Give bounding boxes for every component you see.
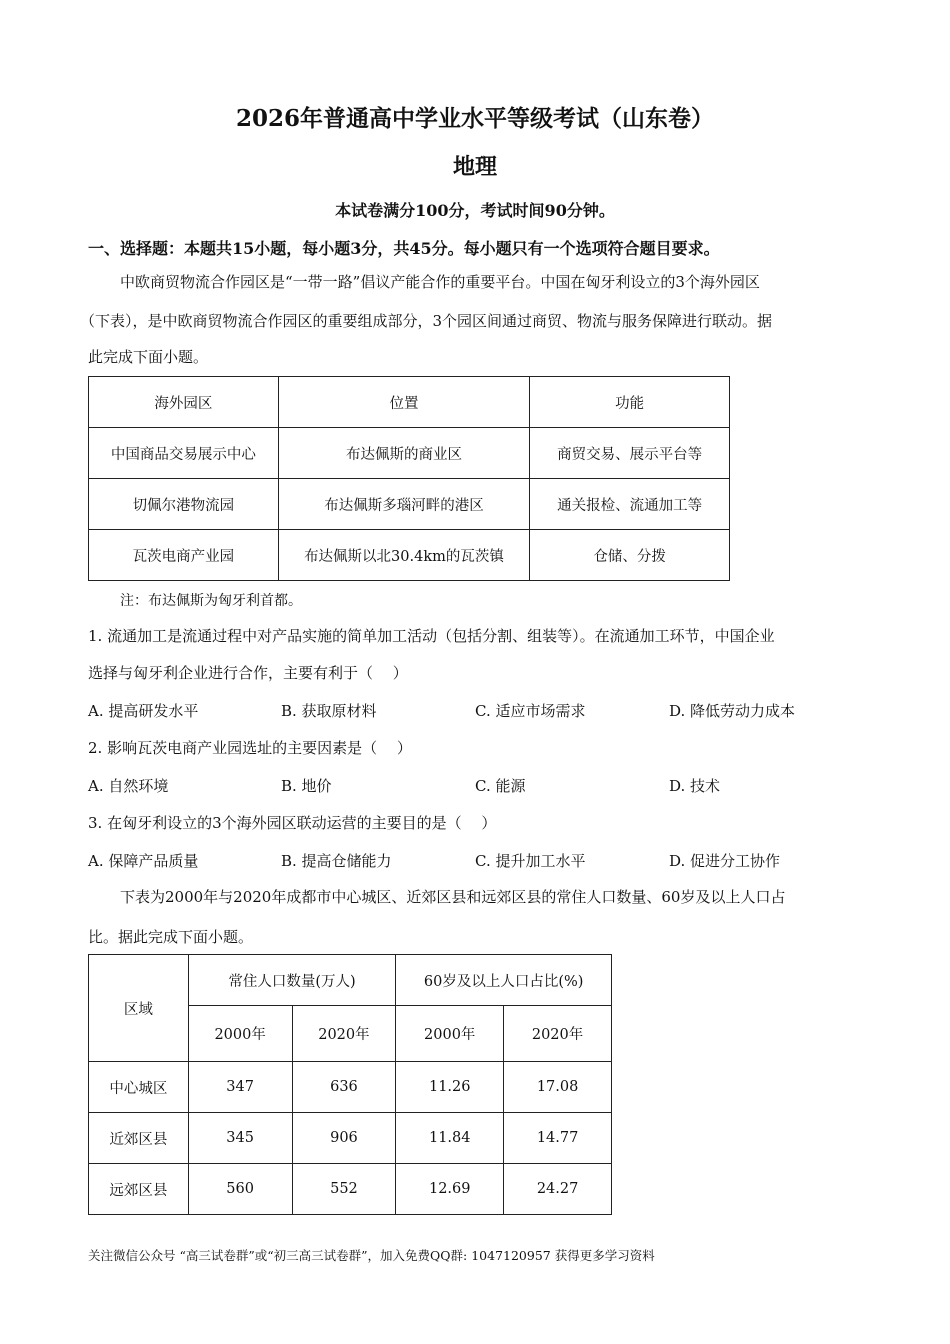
q2-option-d: D. 技术	[669, 777, 721, 795]
table-header-row	[89, 955, 612, 1006]
section-heading: 一、选择题：本题共15小题，每小题3分，共45分。每小题只有一个选项符合题目要求。	[88, 239, 720, 258]
footer-text: 关注微信公众号 “高三试卷群”或“初三高三试卷群”，加入免费QQ群: 1047120957 获得更多学习资料	[88, 1248, 655, 1263]
table-cell: 布达佩斯多瑙河畔的港区	[278, 479, 530, 530]
header-cell: 位置	[278, 377, 530, 428]
year-header: 2020年	[292, 1006, 396, 1062]
table-row	[89, 1164, 612, 1215]
table-cell: 24.27	[504, 1164, 612, 1215]
passage1-line2: （下表），是中欧商贸物流合作园区的重要组成部分，3个园区间通过商贸、物流与服务保障进行联动。据	[80, 312, 773, 330]
subject-title: 地理	[452, 154, 497, 180]
table-note: 注：布达佩斯为匈牙利首都。	[120, 593, 302, 609]
passage2-line1: 下表为2000年与2020年成都市中心城区、近郊区县和远郊区县的常住人口数量、60岁及以上人口占	[120, 888, 786, 906]
table-cell: 远郊区县	[89, 1164, 189, 1215]
table-cell: 14.77	[504, 1113, 612, 1164]
table-cell: 布达佩斯的商业区	[278, 428, 530, 479]
table-row	[89, 479, 730, 530]
q1-option-a: A. 提高研发水平	[88, 702, 199, 720]
question-2: 2. 影响瓦茨电商产业园选址的主要因素是（ ）	[88, 739, 412, 757]
q3-option-c: C. 提升加工水平	[475, 852, 586, 870]
table-cell: 商贸交易、展示平台等	[530, 428, 730, 479]
exam-title: 2026年普通高中学业水平等级考试（山东卷）	[235, 105, 714, 132]
q3-option-b: B. 提高仓储能力	[281, 852, 392, 870]
year-header: 2000年	[396, 1006, 504, 1062]
table-cell: 中心城区	[89, 1062, 189, 1113]
table-cell: 11.84	[396, 1113, 504, 1164]
q2-option-b: B. 地价	[281, 777, 332, 795]
q3-option-d: D. 促进分工协作	[669, 852, 781, 870]
table-cell: 636	[292, 1062, 396, 1113]
table-row	[89, 530, 730, 581]
table-cell: 345	[188, 1113, 292, 1164]
header-cell: 功能	[530, 377, 730, 428]
q2-option-a: A. 自然环境	[88, 777, 169, 795]
passage2-line2: 比。据此完成下面小题。	[88, 928, 254, 946]
exam-info: 本试卷满分100分，考试时间90分钟。	[335, 201, 615, 220]
population-group-header: 常住人口数量(万人)	[188, 955, 396, 1006]
year-header: 2020年	[504, 1006, 612, 1062]
question-3: 3. 在匈牙利设立的3个海外园区联动运营的主要目的是（ ）	[88, 814, 497, 832]
passage1-line1: 中欧商贸物流合作园区是“一带一路”倡议产能合作的重要平台。中国在匈牙利设立的3个海外园区	[120, 273, 760, 291]
table-header-row	[89, 377, 730, 428]
q1-option-c: C. 适应市场需求	[475, 702, 586, 720]
q2-option-c: C. 能源	[475, 777, 526, 795]
table-cell: 347	[188, 1062, 292, 1113]
table-row	[89, 428, 730, 479]
table-cell: 560	[188, 1164, 292, 1215]
question-1-line2: 选择与匈牙利企业进行合作，主要有利于（ ）	[88, 664, 408, 682]
table-row	[89, 1113, 612, 1164]
table-cell: 17.08	[504, 1062, 612, 1113]
passage1-line3: 此完成下面小题。	[88, 348, 209, 366]
region-header: 区域	[89, 955, 189, 1062]
table-cell: 中国商品交易展示中心	[89, 428, 279, 479]
park-table	[88, 376, 730, 581]
question-1-line1: 1. 流通加工是流通过程中对产品实施的简单加工活动（包括分割、组装等）。在流通加工环节，中国企业	[88, 627, 775, 645]
table-cell: 切佩尔港物流园	[89, 479, 279, 530]
table-cell: 瓦茨电商产业园	[89, 530, 279, 581]
table-cell: 906	[292, 1113, 396, 1164]
header-cell: 海外园区	[89, 377, 279, 428]
elderly-share-group-header: 60岁及以上人口占比(%)	[396, 955, 612, 1006]
year-header: 2000年	[188, 1006, 292, 1062]
table-cell: 通关报检、流通加工等	[530, 479, 730, 530]
table-cell: 近郊区县	[89, 1113, 189, 1164]
table-cell: 仓储、分拨	[530, 530, 730, 581]
q3-option-a: A. 保障产品质量	[88, 852, 199, 870]
q1-option-b: B. 获取原材料	[281, 702, 377, 720]
q1-option-d: D. 降低劳动力成本	[669, 702, 796, 720]
table-cell: 11.26	[396, 1062, 504, 1113]
table-cell: 布达佩斯以北30.4km的瓦茨镇	[278, 530, 530, 581]
population-table	[88, 954, 612, 1215]
table-row	[89, 1062, 612, 1113]
table-cell: 552	[292, 1164, 396, 1215]
table-cell: 12.69	[396, 1164, 504, 1215]
